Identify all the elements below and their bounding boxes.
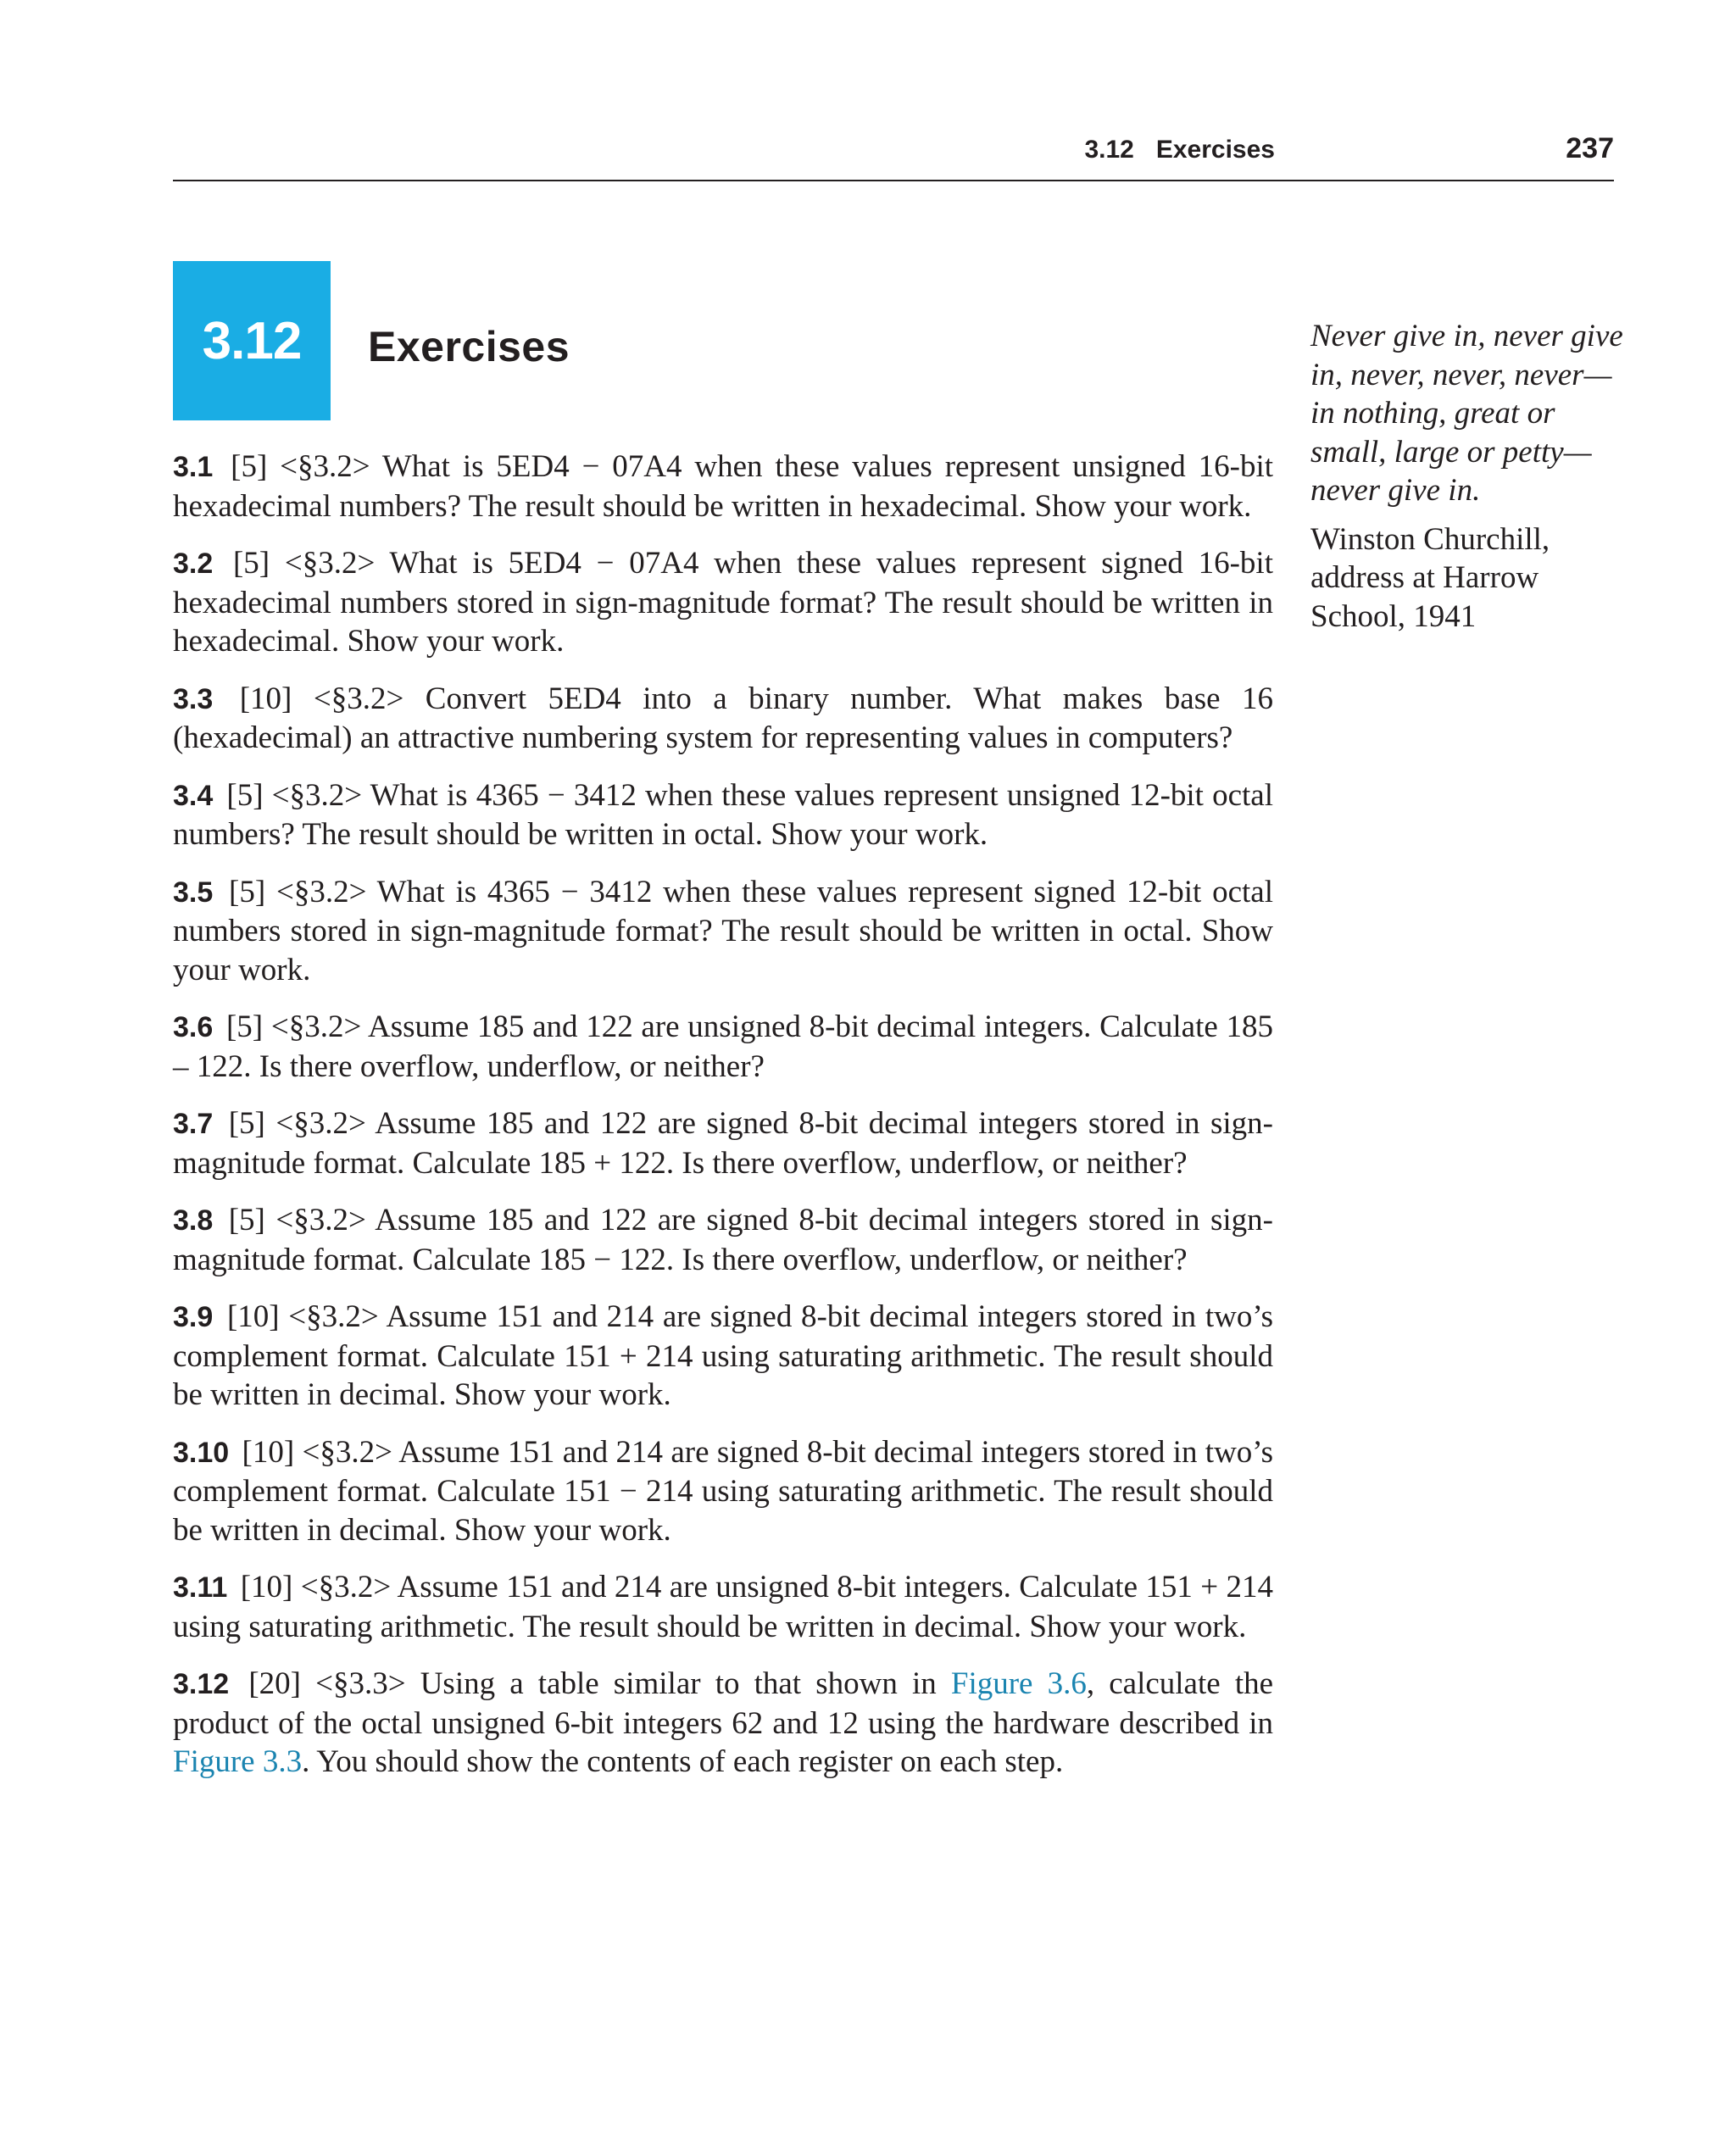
running-head-section-title: Exercises (1155, 136, 1275, 164)
exercise-number: 3.3 (173, 682, 214, 715)
exercise-number: 3.7 (173, 1108, 214, 1140)
exercise-item (173, 1008, 1273, 1086)
exercise-text-part: [20] <§3.3> Using a table similar to that shown in (248, 1666, 951, 1701)
epigraph-quote: Never give in, never give in, never, never, never—in nothing, great or small, large or petty—never give in. (1310, 319, 1623, 508)
epigraph-attribution: Winston Churchill, address at Harrow School, 1941 (1310, 521, 1550, 634)
exercise-text-part: . You should show the contents of each register on each step. (302, 1744, 1064, 1779)
exercise-text: [5] <§3.2> What is 5ED4 − 07A4 when these values represent signed 16-bit hexadecimal numbers stored in sign-magnitude format? The result should be written in hexadecimal. Show your work. (173, 546, 1273, 659)
exercise-text-part: , calculate the product of the octal unsigned 6-bit integers 62 and 12 using the hardware described in (173, 1666, 1274, 1741)
figure-3-3-link[interactable]: Figure 3.3 (173, 1744, 303, 1779)
exercise-text: [5] <§3.2> What is 4365 − 3412 when these values represent signed 12-bit octal numbers stored in sign-magnitude format? The result should be written in octal. Show your work. (173, 874, 1273, 987)
exercise-item (173, 1665, 1273, 1782)
exercise-item (173, 448, 1273, 526)
exercise-text: [10] <§3.2> Assume 151 and 214 are unsigned 8-bit integers. Calculate 151 + 214 using saturating arithmetic. The result should be written in decimal. Show your work. (173, 1570, 1274, 1644)
running-head (173, 129, 1614, 181)
exercise-text: [5] <§3.2> Assume 185 and 122 are signed 8-bit decimal integers stored in sign-magnitude format. Calculate 185 − 122. Is there overflow, underflow, or neither? (173, 1203, 1274, 1277)
exercise-number: 3.2 (173, 548, 214, 580)
exercise-number: 3.1 (173, 451, 214, 483)
exercise-item (173, 680, 1273, 758)
section-title: Exercises (368, 323, 570, 370)
exercise-item (173, 1568, 1273, 1646)
exercise-number: 3.4 (173, 779, 214, 812)
exercise-item (173, 776, 1273, 854)
section-number-box (173, 261, 331, 420)
exercise-item (173, 873, 1273, 990)
running-head-section-number: 3.12 (1084, 136, 1134, 164)
section-number: 3.12 (202, 311, 302, 370)
exercise-number: 3.8 (173, 1204, 214, 1237)
exercise-number: 3.9 (173, 1301, 214, 1333)
exercise-item (173, 1433, 1273, 1550)
exercise-text (173, 1666, 1273, 1779)
exercise-item (173, 1298, 1273, 1415)
exercise-text: [5] <§3.2> What is 4365 − 3412 when these values represent unsigned 12-bit octal numbers? The result should be written in octal. Show your work. (173, 777, 1273, 852)
exercise-number: 3.6 (173, 1011, 214, 1043)
figure-3-6-link[interactable]: Figure 3.6 (950, 1666, 1087, 1701)
exercise-number: 3.5 (173, 876, 214, 909)
exercise-number: 3.12 (173, 1668, 230, 1700)
exercise-text: [5] <§3.2> Assume 185 and 122 are signed 8-bit decimal integers stored in sign-magnitude format. Calculate 185 + 122. Is there overflow, underflow, or neither? (173, 1106, 1274, 1181)
exercise-text: [10] <§3.2> Assume 151 and 214 are signed 8-bit decimal integers stored in two’s complement format. Calculate 151 − 214 using saturating arithmetic. The result should be written in decimal. Show your work. (173, 1434, 1273, 1548)
exercise-text: [5] <§3.2> What is 5ED4 − 07A4 when these values represent unsigned 16-bit hexadecimal numbers? The result should be written in hexadecimal. Show your work. (173, 449, 1273, 524)
exercise-text: [10] <§3.2> Assume 151 and 214 are signed 8-bit decimal integers stored in two’s complement format. Calculate 151 + 214 using saturating arithmetic. The result should be written in decimal. Show your work. (173, 1299, 1273, 1412)
exercise-item (173, 1104, 1273, 1182)
running-head-section (1084, 136, 1275, 164)
exercise-text: [10] <§3.2> Convert 5ED4 into a binary number. What makes base 16 (hexadecimal) an attractive numbering system for representing values in computers? (173, 681, 1273, 755)
exercise-number: 3.10 (173, 1436, 230, 1469)
exercise-item (173, 544, 1273, 661)
page-number: 237 (1566, 132, 1614, 164)
exercise-item (173, 1201, 1273, 1279)
exercise-number: 3.11 (173, 1571, 228, 1604)
exercise-text: [5] <§3.2> Assume 185 and 122 are unsigned 8-bit decimal integers. Calculate 185 – 122. Is there overflow, underflow, or neither? (173, 1009, 1273, 1084)
epigraph (1310, 317, 1624, 636)
exercise-list (173, 448, 1273, 1800)
